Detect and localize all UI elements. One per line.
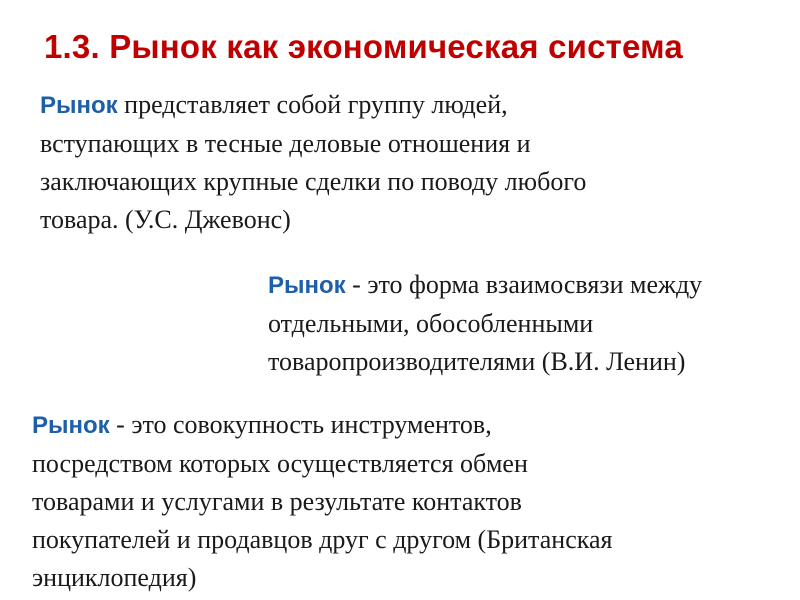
definition-term: Рынок — [32, 412, 110, 439]
definition-line — [32, 406, 792, 445]
definition-lenin — [268, 266, 798, 381]
definition-jevons — [40, 86, 780, 239]
definition-line: заключающих крупные сделки по поводу любого — [40, 167, 587, 196]
definition-text: - это совокупность инструментов, — [109, 410, 492, 439]
definition-line: товарами и услугами в результате контактов — [32, 487, 522, 516]
slide-title: 1.3. Рынок как экономическая система — [44, 28, 683, 65]
definition-line — [40, 86, 780, 125]
definition-line — [268, 266, 798, 305]
definition-line: вступающих в тесные деловые отношения и — [40, 129, 531, 158]
definition-term: Рынок — [40, 92, 118, 119]
definition-line: товаропроизводителями (В.И. Ленин) — [268, 347, 686, 376]
definition-line: покупателей и продавцов друг с другом (Британская — [32, 525, 613, 554]
definition-britannica — [32, 406, 792, 597]
definition-line: товара. (У.С. Джевонс) — [40, 205, 291, 234]
definition-text: - это форма взаимосвязи между — [345, 270, 703, 299]
definition-text: представляет собой группу людей, — [117, 90, 508, 119]
definition-term: Рынок — [268, 272, 346, 299]
definition-line: посредством которых осуществляется обмен — [32, 449, 528, 478]
definition-line: отдельными, обособленными — [268, 309, 594, 338]
definition-line: энциклопедия) — [32, 563, 197, 592]
